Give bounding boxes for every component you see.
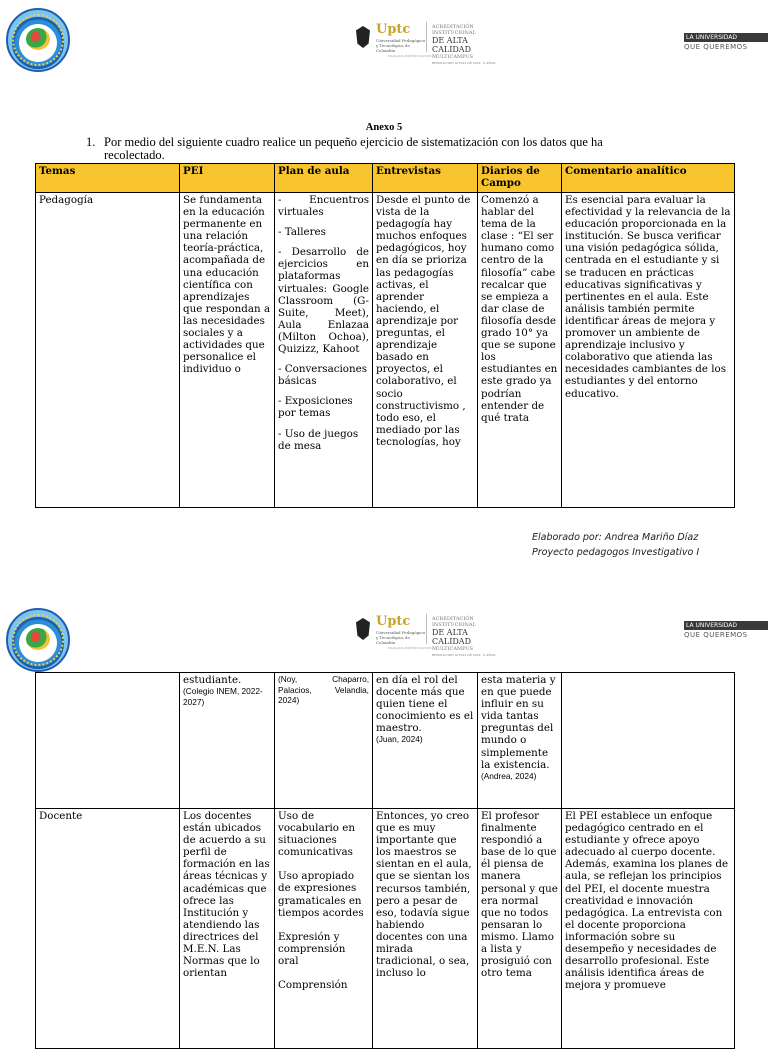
cell-tema: Docente xyxy=(36,809,180,1049)
entrevistas-cite: (Juan, 2024) xyxy=(376,734,423,745)
header-footer-small: VIGILADA MINEDUCACIÓN xyxy=(388,54,432,58)
cell-pei: Los docentes están ubicados de acuerdo a su perfil de formación en las áreas técnicas y académicas que ofrece las Institución y atendiendo las directrices del M.E.N. Las Normas que lo orientan xyxy=(180,809,275,1049)
cell-plan-de-aula xyxy=(275,673,373,809)
school-logo-icon xyxy=(6,8,70,72)
table-row xyxy=(36,809,735,1049)
cell-entrevistas: Entonces, yo creo que es muy importante que los maestros se sientan en el aula, que se sientan los recursos también, pero a pesar de eso, todavía sigue habiendo docentes con una mirada tradicional, o sea, incluso lo xyxy=(373,809,478,1049)
diarios-cite: (Andrea, 2024) xyxy=(481,770,537,781)
elaborado-por: Elaborado por: Andrea Mariño Díaz xyxy=(532,532,699,543)
systematization-table-continued xyxy=(35,672,735,1049)
accreditation-note: RESOLUCIÓN 015512 DE 2019 · 6 AÑOS xyxy=(432,61,496,65)
uptc-brand-sub: Universidad Pedagógica y Tecnológica de Colombia xyxy=(376,38,426,53)
pei-cite: (Colegio INEM, 2022-2027) xyxy=(183,686,263,707)
systematization-table xyxy=(35,163,735,508)
plan-item: Expresión y comprensión oral xyxy=(278,930,346,967)
cell-diarios xyxy=(478,673,562,809)
plan-item: Uso de vocabulario en situaciones comunicativas xyxy=(278,810,355,859)
plan-item: - Conversaciones básicas xyxy=(278,363,367,388)
header-plan-de-aula: Plan de aula xyxy=(275,164,373,193)
header-diarios-de-campo: Diarios de Campo xyxy=(478,164,562,193)
school-logo-icon xyxy=(6,608,70,672)
plan-item: - Uso de juegos de mesa xyxy=(278,427,359,452)
annex-title: Anexo 5 xyxy=(365,122,403,133)
author-block xyxy=(532,530,699,560)
cell-comentario: El PEI establece un enfoque pedagógico centrado en el estudiante y ofrece apoyo adecuado al cuerpo docente. Además, examina los planes de aula, se reflejan los principios del PEI, el docente muestra creatividad e innovación pedagógica. La entrevista con el docente proporciona información sobre su desempeño y necesidades de desarrollo profesional. Este análisis identifica áreas de mejora y promueve xyxy=(562,809,735,1049)
cell-diarios: Comenzó a hablar del tema de la clase : “El ser humano como centro de la filosofía” cabe recalcar que se empieza a dar clase de filosofía desde grado 10° ya que se supone los estudiantes en este grado ya podrían entender de qué trata xyxy=(478,193,562,508)
table-header-row xyxy=(36,164,735,193)
crest-icon xyxy=(356,26,370,48)
crest-icon xyxy=(356,618,370,640)
instruction-number: 1. xyxy=(86,135,96,149)
header-entrevistas: Entrevistas xyxy=(373,164,478,193)
cell-pei: Se fundamenta en la educación permanente en una relación teoría-práctica, acompañada de una educación científica con aprendizajes que respondan a las necesidades sociales y a actividades que personalice el individuo o xyxy=(180,193,275,508)
header-footer-small: VIGILADA MINEDUCACIÓN xyxy=(388,646,432,650)
header-temas: Temas xyxy=(36,164,180,193)
uptc-logo xyxy=(356,612,496,657)
accreditation-sub: MULTICAMPUS xyxy=(432,54,474,60)
instruction-line-1: Por medio del siguiente cuadro realice un pequeño ejercicio de sistematización con los datos que ha xyxy=(104,135,603,149)
plan-item: Uso apropiado de expresiones gramaticales en tiempos acordes xyxy=(278,870,364,919)
accreditation-main: DE ALTA CALIDAD xyxy=(432,36,471,54)
entrevistas-text: en día el rol del docente más que quien tiene el conocimiento es el maestro. xyxy=(376,674,474,735)
plan-item: - Talleres xyxy=(278,226,326,239)
slogan-line-2: QUE QUEREMOS xyxy=(684,43,748,51)
accreditation-note: RESOLUCIÓN 015512 DE 2019 · 6 AÑOS xyxy=(432,653,496,657)
accreditation-block xyxy=(432,616,502,658)
university-slogan xyxy=(684,621,768,639)
university-slogan xyxy=(684,33,768,51)
proyecto: Proyecto pedagogos Investigativo I xyxy=(532,547,700,558)
slogan-line-1: LA UNIVERSIDAD xyxy=(684,33,768,42)
table-row xyxy=(36,193,735,508)
cell-comentario xyxy=(562,673,735,809)
pei-text: estudiante. xyxy=(183,674,242,686)
accreditation-main: DE ALTA CALIDAD xyxy=(432,628,471,646)
plan-cite: (Noy, Chaparro, Palacios, Velandia, 2024) xyxy=(278,674,369,705)
cell-entrevistas xyxy=(373,673,478,809)
uptc-brand-sub: Universidad Pedagógica y Tecnológica de Colombia xyxy=(376,630,426,645)
plan-item: Comprensión xyxy=(278,979,348,992)
header-pei: PEI xyxy=(180,164,275,193)
cell-tema xyxy=(36,673,180,809)
cell-plan-de-aula xyxy=(275,809,373,1049)
accreditation-top: ACREDITACIÓN INSTITUCIONAL xyxy=(432,616,476,628)
accreditation-block xyxy=(432,24,502,66)
cell-tema: Pedagogía xyxy=(36,193,180,508)
plan-item: - Desarrollo de ejercicios en plataformas virtuales: Google Classroom (G-Suite, Meet), Aula Enlazaa (Milton Ochoa), Quizizz, Kahoot xyxy=(278,246,369,356)
plan-item: - Encuentros virtuales xyxy=(278,194,369,219)
instruction-line-2: recolectado. xyxy=(104,148,165,162)
slogan-line-1: LA UNIVERSIDAD xyxy=(684,621,768,630)
diarios-text: esta materia y en que puede influir en su vida tantas preguntas del mundo o simplemente la existencia. xyxy=(481,674,556,771)
plan-item: - Exposiciones por temas xyxy=(278,395,353,420)
uptc-brand: Uptc xyxy=(376,614,411,629)
cell-plan-de-aula xyxy=(275,193,373,508)
cell-pei xyxy=(180,673,275,809)
accreditation-top: ACREDITACIÓN INSTITUCIONAL xyxy=(432,24,476,36)
cell-entrevistas: Desde el punto de vista de la pedagogía hay muchos enfoques pedagógicos, hoy en día se prioriza las pedagogías activas, el aprender haciendo, el aprendizaje por preguntas, el aprendizaje basado en proyectos, el colaborativo, el socio constructivismo , todo eso, el mediado por las tecnologías, hoy xyxy=(373,193,478,508)
cell-diarios: El profesor finalmente respondió a base de lo que él piensa de manera personal y que era normal que no todos pensaran lo mismo. Llamo a lista y prosiguió con otro tema xyxy=(478,809,562,1049)
header-comentario-analitico: Comentario analítico xyxy=(562,164,735,193)
slogan-line-2: QUE QUEREMOS xyxy=(684,631,748,639)
table-row xyxy=(36,673,735,809)
uptc-brand: Uptc xyxy=(376,22,411,37)
accreditation-sub: MULTICAMPUS xyxy=(432,646,474,652)
uptc-logo xyxy=(356,20,496,65)
cell-comentario: Es esencial para evaluar la efectividad y la relevancia de la educación proporcionada en la institución. Se busca verificar una visión pedagógica sólida, centrada en el estudiante y si se traducen en prácticas educativas significativas y pertinentes en el aula. Este análisis también permite identificar áreas de mejora y promover un ambiente de aprendizaje inclusivo y colaborativo que atienda las necesidades cambiantes de los estudiantes y del entorno educativo. xyxy=(562,193,735,508)
